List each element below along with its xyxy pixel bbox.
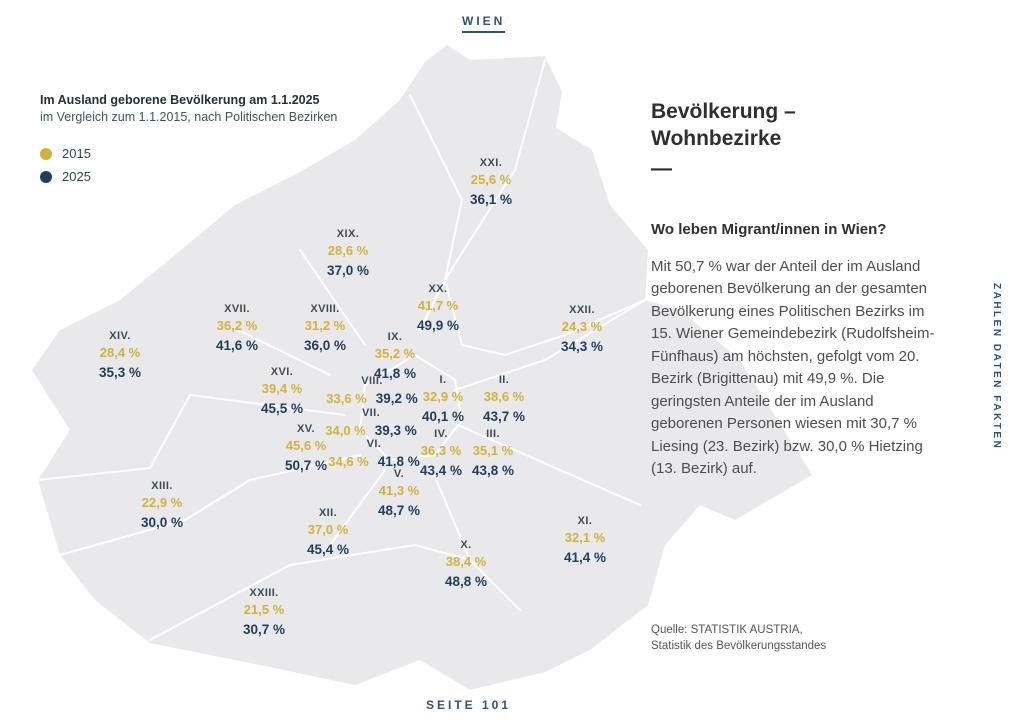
district-numeral: XII. [318,507,338,519]
value-2025: 39,2 % [375,391,418,407]
value-2015: 36,3 % [420,443,462,459]
value-2015: 21,5 % [243,602,285,618]
value-2025: 48,7 % [377,502,421,518]
district-xx [417,282,459,334]
map-legend [40,93,337,192]
legend-title: Im Ausland geborene Bevölkerung am 1.1.2025 [40,93,320,107]
value-2025: 48,8 % [444,573,488,589]
value-2025: 43,8 % [471,462,515,478]
article-title-line2: Wohnbezirke [651,127,782,151]
value-2025: 35,3 % [98,364,142,380]
value-2015: 35,2 % [374,346,416,362]
source-line2: Statistik des Bevölkerungsstandes [651,640,827,653]
district-x [445,538,487,590]
value-2015: 33,6 % [326,391,367,407]
value-2025: 45,4 % [306,541,350,557]
value-2025: 50,7 % [284,457,328,473]
district-numeral: V. [393,468,405,480]
district-numeral: XVII. [224,303,250,315]
district-i [422,373,464,425]
value-2025: 43,4 % [419,462,463,478]
value-2025: 49,9 % [416,317,460,333]
district-numeral: XI. [577,515,593,527]
district-vii [325,406,417,440]
district-numeral: XIII. [151,480,173,492]
value-2025: 41,8 % [377,454,420,470]
district-xvi [261,365,303,417]
district-numeral: XV. [297,423,315,435]
value-2015: 41,7 % [417,298,459,314]
article-column [651,98,938,481]
district-iv [420,427,462,479]
value-2025: 34,3 % [560,338,604,354]
district-xi [564,514,606,566]
article-title [651,98,938,153]
value-pair [326,390,418,408]
legend-dot-2025-icon [40,171,52,183]
district-xviii [304,302,346,354]
legend-label-2025: 2025 [62,169,91,184]
value-2015: 28,6 % [327,243,369,259]
legend-label-2015: 2015 [62,146,91,161]
legend-dot-2015-icon [40,148,52,160]
legend-item-2025 [40,169,337,184]
source-line1: Quelle: STATISTIK AUSTRIA, [651,624,803,636]
value-2015: 38,4 % [445,554,487,570]
value-2015: 34,6 % [328,454,369,470]
district-v [378,467,420,519]
district-xxi [470,156,512,208]
district-numeral: IX. [387,331,403,343]
value-2025: 40,1 % [421,408,465,424]
value-2015: 32,9 % [422,389,464,405]
district-numeral: XX. [428,283,448,295]
value-2015: 28,4 % [99,345,141,361]
article-title-line1: Bevölkerung – [651,100,796,123]
district-numeral: X. [460,539,472,551]
value-2015: 37,0 % [307,522,349,538]
value-2025: 41,6 % [215,337,259,353]
district-numeral: VII. [361,407,381,419]
district-numeral: XXI. [479,157,503,169]
article-question: Wo leben Migrant/innen in Wien? [651,220,887,238]
value-2025: 30,0 % [140,514,184,530]
district-vi [328,437,420,471]
district-ii [483,373,525,425]
value-2015: 36,2 % [216,318,258,334]
value-2015: 25,6 % [470,172,512,188]
district-numeral: III. [486,428,500,440]
page-header-wien: WIEN [462,14,505,33]
title-dash: — [651,156,672,180]
district-xxiii [243,586,285,638]
district-numeral: II. [498,374,510,386]
value-2015: 32,1 % [564,530,606,546]
value-2025: 39,3 % [374,423,417,439]
source-note [651,622,826,654]
district-xiv [99,329,141,381]
value-2015: 45,6 % [285,438,327,454]
value-2015: 24,3 % [561,319,603,335]
value-2025: 36,0 % [303,337,347,353]
value-2015: 39,4 % [261,381,303,397]
district-numeral: IV. [434,428,448,440]
value-pair [325,422,417,440]
district-numeral: I. [439,374,447,386]
district-numeral: XVI. [270,366,294,378]
district-xvii [216,302,258,354]
value-2025: 43,7 % [482,408,526,424]
district-numeral: XIX. [336,228,360,240]
district-ix [374,330,416,382]
article-body: Mit 50,7 % war der Anteil der im Ausland geborenen Bevölkerung an der gesamten Bevölkerung eines Politischen Bezirks im 15. Wiener Gemeindebezirk (Rudolfsheim-Fünfhaus) am höchsten, gefolgt vom 20. Bezirk (Brigittenau) mit 49,9 %. Die geringsten Anteile der im Ausland geborenen Personen wiesen mit 30,7 % Liesing (23. Bezirk) bzw. 30,0 % Hietzing (13. Bezirk) auf. [651,257,935,478]
district-numeral: XXII. [569,304,595,316]
legend-items [40,146,337,184]
district-xv [285,422,327,474]
value-2025: 30,7 % [242,621,286,637]
district-xii [307,506,349,558]
value-2015: 31,2 % [304,318,346,334]
value-2015: 34,0 % [325,423,366,439]
value-2015: 41,3 % [378,483,420,499]
district-numeral: XVIII. [310,303,340,315]
district-xix [327,227,369,279]
value-pair [328,453,420,471]
legend-subtitle: im Vergleich zum 1.1.2015, nach Politischen Bezirken [40,110,338,124]
value-2025: 45,5 % [260,400,304,416]
district-numeral: XXIII. [249,587,279,599]
district-xxii [561,303,603,355]
value-2015: 35,1 % [472,443,514,459]
page-footer-seite: SEITE 101 [426,698,512,712]
district-xiii [141,479,183,531]
value-2015: 38,6 % [483,389,525,405]
value-2025: 37,0 % [326,262,370,278]
district-numeral: VIII. [361,375,383,387]
legend-item-2015 [40,146,337,161]
value-2025: 41,8 % [373,365,417,381]
district-iii [472,427,514,479]
district-numeral: VI. [366,438,382,450]
value-2025: 41,4 % [563,549,607,565]
side-vertical-label: ZAHLEN DATEN FAKTEN [991,283,1002,451]
district-numeral: XIV. [109,330,131,342]
value-2015: 22,9 % [141,495,183,511]
value-2025: 36,1 % [469,191,513,207]
